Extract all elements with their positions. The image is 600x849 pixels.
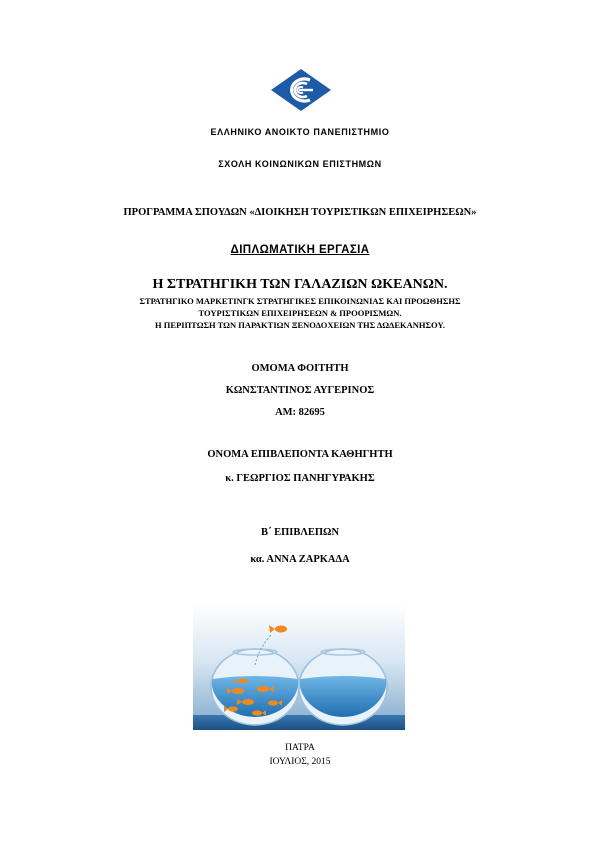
student-label: ΟΜΟΜΑ ΦΟΙΤΗΤΗ [251,363,349,374]
date: ΙΟΥΛΙΟΣ, 2015 [269,757,331,767]
student-id: ΑΜ: 82695 [275,407,325,418]
thesis-title: Η ΣΤΡΑΤΗΓΙΚΗ ΤΩΝ ΓΑΛΑΖΙΩΝ ΩΚΕΑΝΩΝ. [152,277,448,292]
supervisor-label: ΟΝΟΜΑ ΕΠΙΒΛΕΠΟΝΤΑ ΚΑΘΗΓΗΤΗ [207,449,393,460]
supervisor-name: κ. ΓΕΩΡΓΙΟΣ ΠΑΝΗΓΥΡΑΚΗΣ [225,473,375,484]
university-logo-icon [270,68,332,112]
program-name: ΠΡΟΓΡΑΜΜΑ ΣΠΟΥΔΩΝ «ΔΙΟΙΚΗΣΗ ΤΟΥΡΙΣΤΙΚΩΝ ΕΠΙΧΕΙΡΗΣΕΩΝ» [123,207,477,218]
second-supervisor-name: κα. ΑΝΝΑ ΖΑΡΚΑΔΑ [250,554,350,565]
second-supervisor-label: Β΄ ΕΠΙΒΛΕΠΩΝ [260,527,340,538]
school-name: ΣΧΟΛΗ ΚΟΙΝΩΝΙΚΩΝ ΕΠΙΣΤΗΜΩΝ [218,159,382,169]
thesis-subtitle-line3: Η ΠΕΡΙΠΤΩΣΗ ΤΩΝ ΠΑΡΑΚΤΙΩΝ ΞΕΝΟΔΟΧΕΙΩΝ ΤΗΣ ΔΩΔΕΚΑΝΗΣΟΥ. [155,320,445,330]
thesis-subtitle-line1: ΣΤΡΑΤΗΓΙΚΟ ΜΑΡΚΕΤΙΝΓΚ ΣΤΡΑΤΗΓΙΚΕΣ ΕΠΙΚΟΙΝΩΝΙΑΣ ΚΑΙ ΠΡΟΩΘΗΣΗΣ [139,296,461,306]
student-name: ΚΩΝΣΤΑΝΤΙΝΟΣ ΑΥΓΕΡΙΝΟΣ [225,385,375,396]
university-name: ΕΛΛΗΝΙΚΟ ΑΝΟΙΚΤΟ ΠΑΝΕΠΙΣΤΗΜΙΟ [210,127,390,137]
goldfish-bowls-image [193,603,405,730]
city: ΠΑΤΡΑ [285,743,315,753]
document-type: ΔΙΠΛΩΜΑΤΙΚΗ ΕΡΓΑΣΙΑ [230,244,370,256]
thesis-subtitle-line2: ΤΟΥΡΙΣΤΙΚΩΝ ΕΠΙΧΕΙΡΗΣΕΩΝ & ΠΡΟΟΡΙΣΜΩΝ. [198,308,402,318]
